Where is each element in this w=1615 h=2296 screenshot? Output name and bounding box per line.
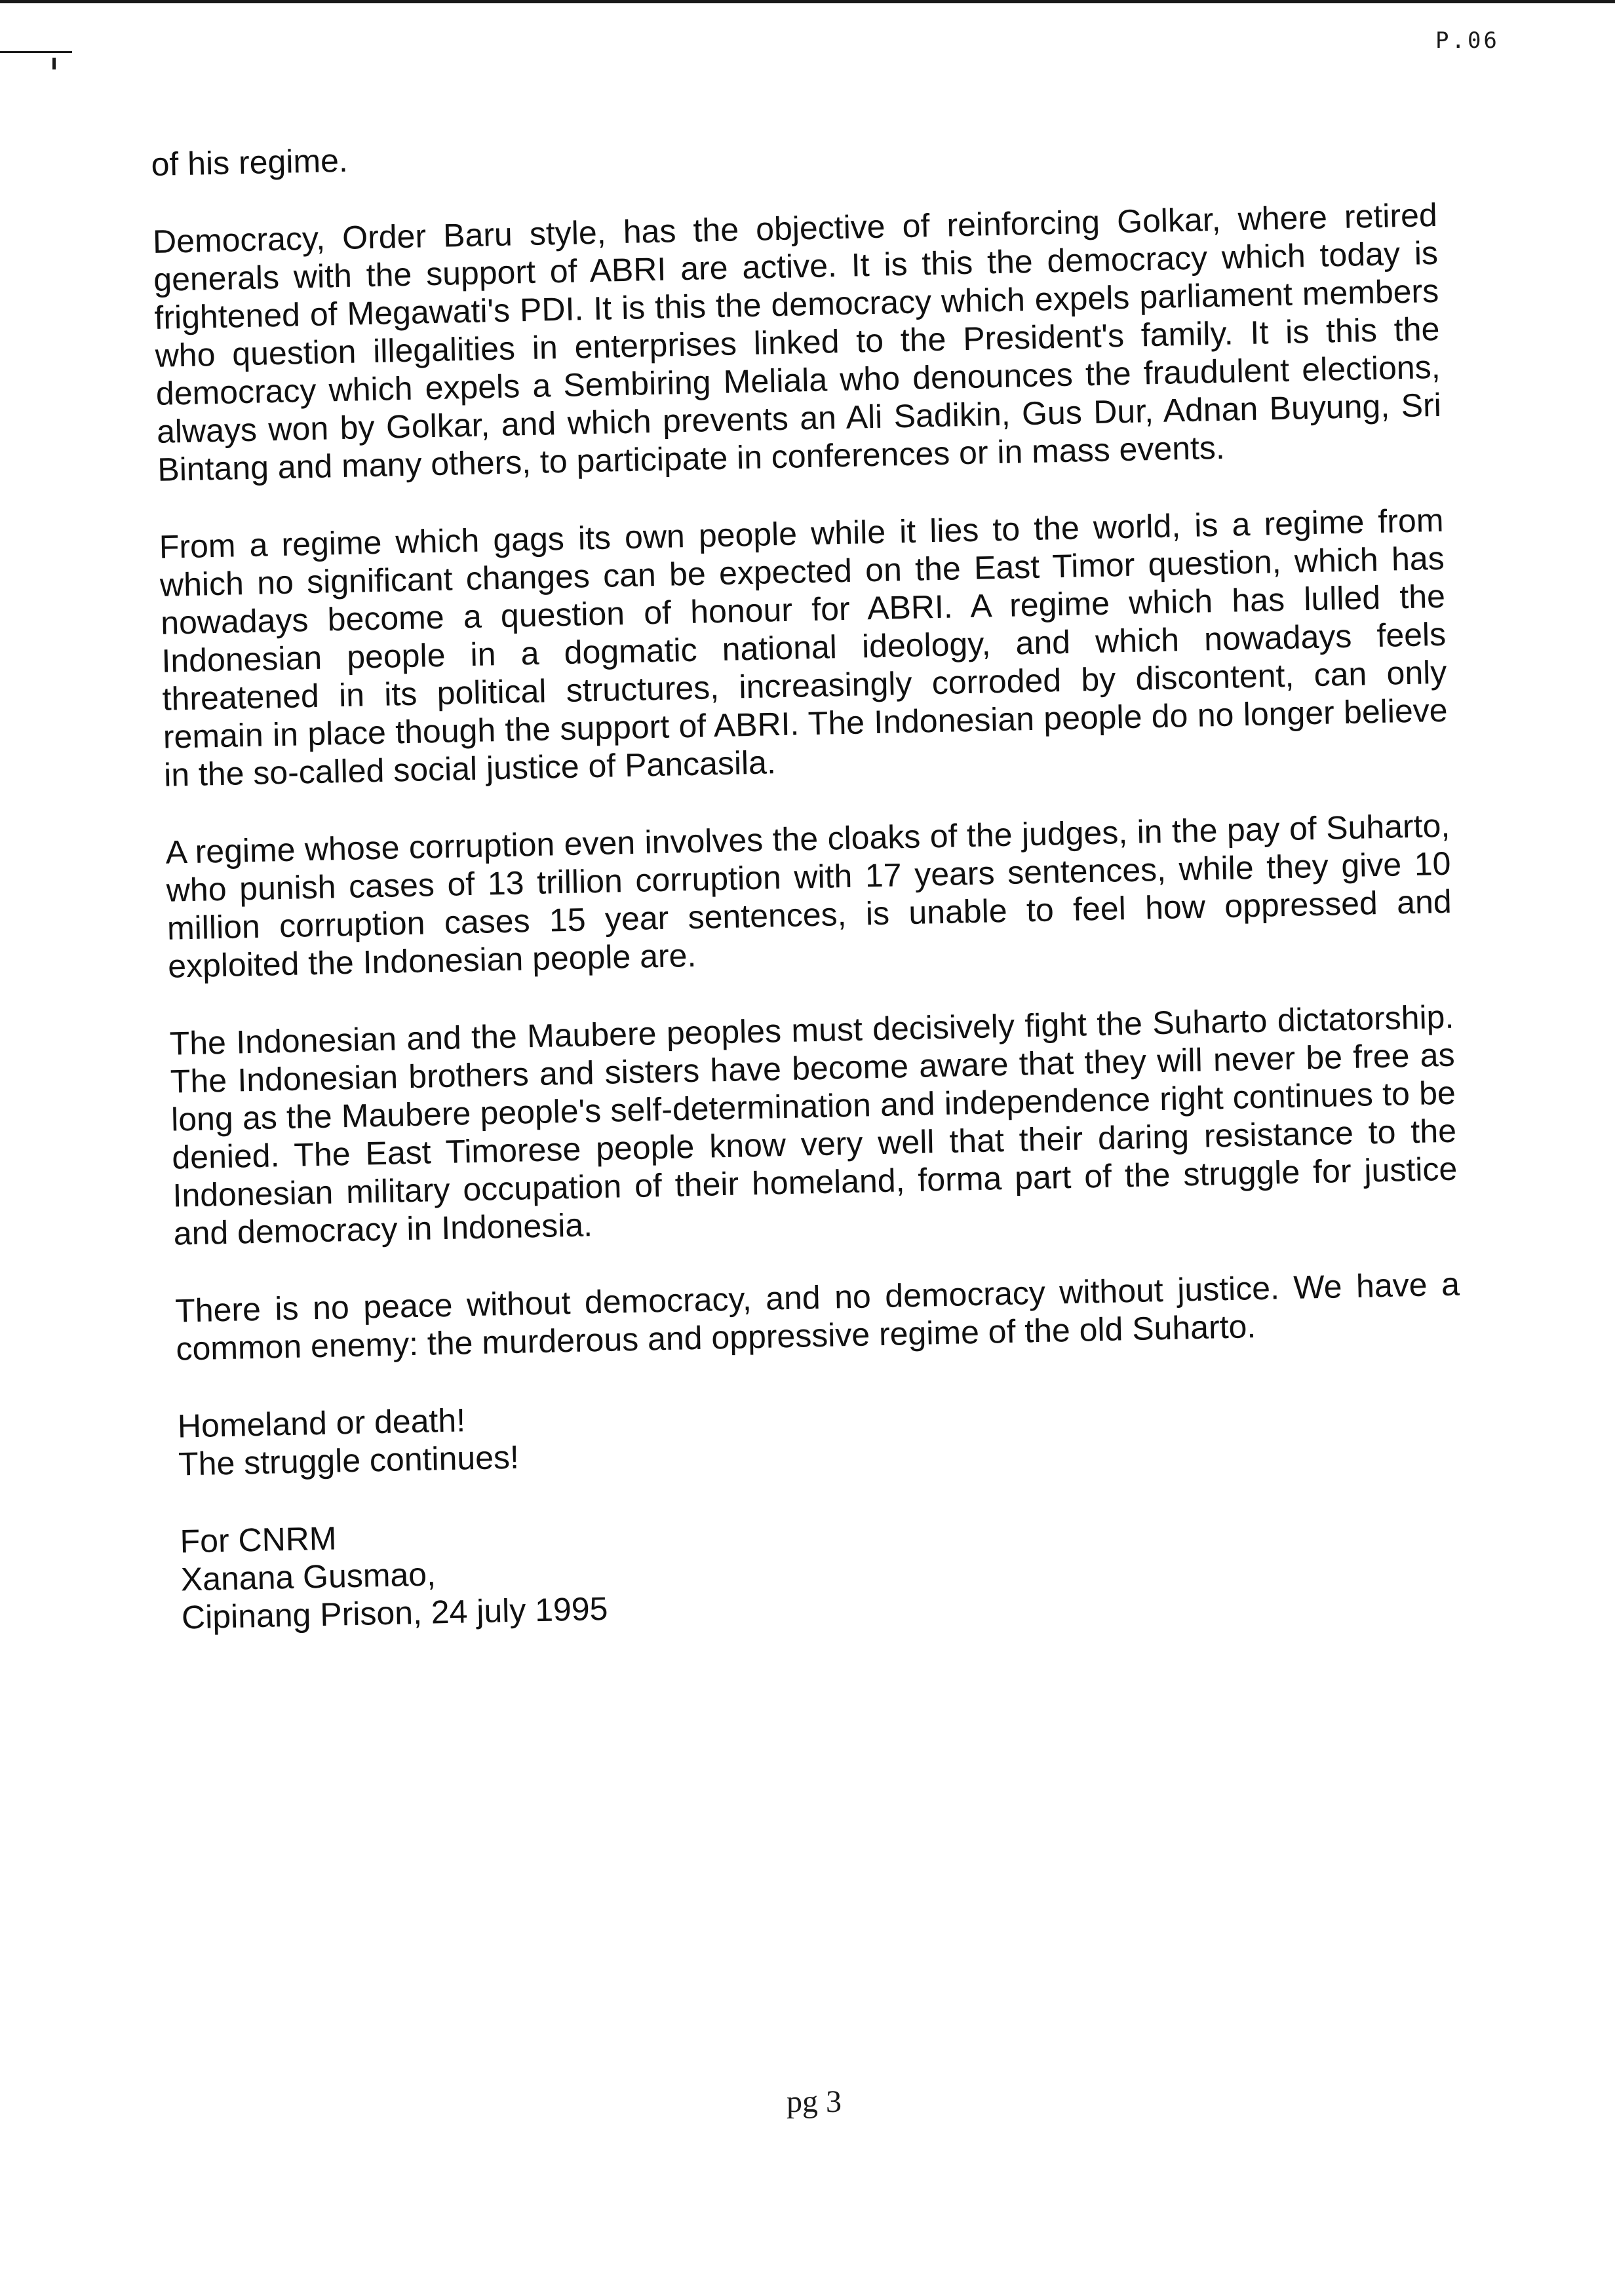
- paragraph-4: A regime whose corruption even involves the cloaks of the judges, in the pay of Suharto, who punish cases of 13 trillion corruption with 17 years sentences, while they give 10 million corruption cases 15 year sentences, is unable to feel how oppressed and exploited the Indonesian people are.: [165, 807, 1452, 985]
- signature-organization: For CNRM: [180, 1520, 338, 1560]
- signature-place-date: Cipinang Prison, 24 july 1995: [181, 1590, 608, 1636]
- signature-block: [180, 1495, 1466, 1636]
- fax-page-number: P.06: [1435, 28, 1500, 54]
- paragraph-1: of his regime.: [151, 142, 349, 183]
- letter-body: [151, 119, 1467, 1676]
- fax-corner-mark: [0, 51, 72, 53]
- paragraph-2: Democracy, Order Baru style, has the objective of reinforcing Golkar, where retired generals with the support of ABRI are active. It is this the democracy which today is frightened of Megawati's PDI. It is this the democracy which expels parliament members who question illegalities in enterprises linked to the President's family. It is this the democracy which expels a Sembiring Meliala who denounces the fraudulent elections, always won by Golkar, and which prevents an Ali Sadikin, Gus Dur, Adnan Buyung, Sri Bintang and many others, to participate in conferences or in mass events.: [152, 196, 1442, 488]
- signature-name: Xanana Gusmao,: [180, 1556, 437, 1598]
- page-number: pg 3: [787, 2084, 842, 2119]
- closing-slogans: [177, 1381, 1463, 1483]
- paragraph-6: There is no peace without democracy, and no democracy without justice. We have a common enemy: the murderous and oppressive regime of the old Suharto.: [174, 1265, 1460, 1368]
- fax-corner-tick: [52, 58, 56, 69]
- closing-line-2: The struggle continues!: [178, 1438, 520, 1483]
- fax-top-rule: [0, 0, 1615, 3]
- paragraph-3: From a regime which gags its own people while it lies to the world, is a regime from which no significant changes can be expected on the East Timor question, which has nowadays become a question of honour for ABRI. A regime which has lulled the Indonesian people in a dogmatic national ideology, and which nowadays feels threatened in its political structures, increasingly corroded by discontent, can only remain in place though the support of ABRI. The Indonesian people do no longer believe in the so-called social justice of Pancasila.: [159, 501, 1449, 794]
- closing-line-1: Homeland or death!: [177, 1402, 466, 1445]
- paragraph-5: The Indonesian and the Maubere peoples must decisively fight the Suharto dictatorship. The Indonesian brothers and sisters have become aware that they will never be free as long as the Maubere people's self-determination and independence right continues to be denied. The East Timorese people know very well that their daring resistance to the Indonesian military occupation of their homeland, forma part of the struggle for justice and democracy in Indonesia.: [169, 998, 1458, 1252]
